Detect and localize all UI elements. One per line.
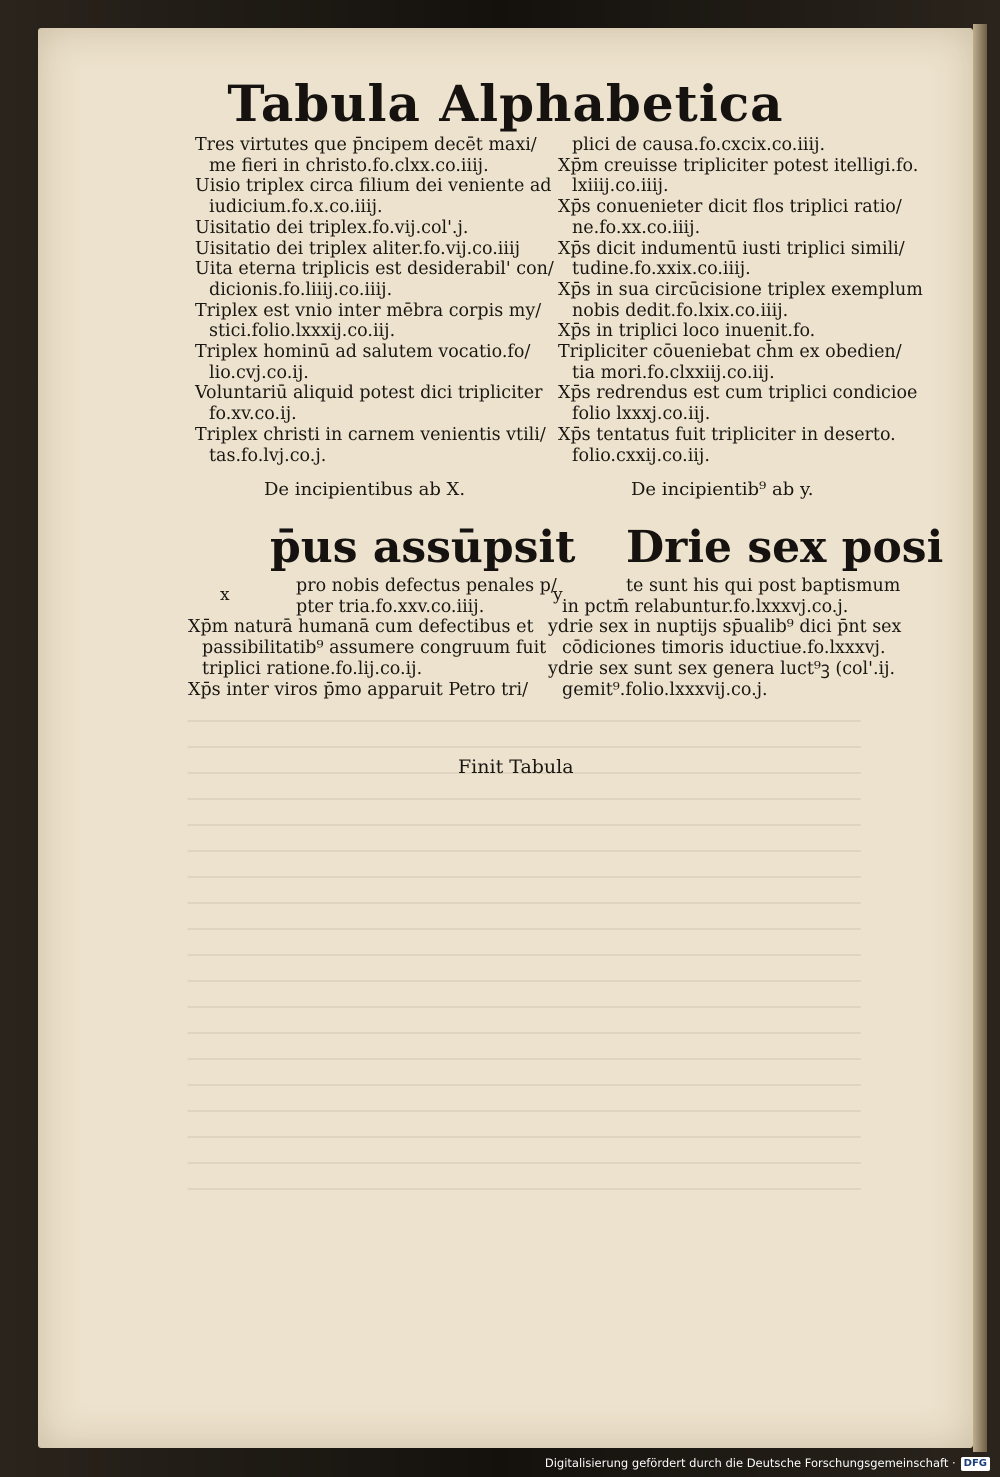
index-entry: pro nobis defectus penales p/ <box>296 576 557 596</box>
left-column <box>195 135 555 466</box>
index-entry: folio.cxxij.co.iij. <box>572 445 710 466</box>
index-entry: Xp̄s in triplici loco inuenit.fo. <box>558 321 816 342</box>
initial-letter-x: x <box>220 585 230 605</box>
index-entry: passibilitatib⁹ assumere congruum fuit <box>202 638 547 659</box>
index-entry: pter tria.fo.xxv.co.iiij. <box>296 596 485 617</box>
section-heading-y: De incipientib⁹ ab y. <box>631 479 814 500</box>
index-entry: Tres virtutes que p̄ncipem decēt maxi/ <box>195 135 537 155</box>
index-entry: dicionis.fo.liiij.co.iiij. <box>209 279 393 300</box>
index-entry: tas.fo.lvj.co.j. <box>209 445 327 466</box>
book-page <box>38 28 973 1448</box>
index-entry: fo.xv.co.ij. <box>209 404 297 425</box>
index-entry: Uisio triplex circa filium dei veniente ad <box>195 176 552 197</box>
section-heading-x: De incipientibus ab X. <box>264 479 466 500</box>
index-entry: te sunt his qui post baptismum <box>626 576 901 596</box>
index-entry: folio lxxxj.co.iij. <box>572 404 711 425</box>
index-entry: ydrie sex sunt sex genera luct⁹ꝫ (col'.ij. <box>548 658 896 679</box>
index-entry: plici de causa.fo.cxcix.co.iiij. <box>572 135 826 155</box>
index-entry: Xp̄s inter viros p̄mo apparuit Petro tri/ <box>188 679 529 700</box>
index-entry: iudicium.fo.x.co.iiij. <box>209 197 383 218</box>
index-entry: Xp̄s conuenieter dicit flos triplici ratio/ <box>558 197 902 218</box>
index-entry: Xp̄s redrendus est cum triplici condicioe <box>558 383 918 404</box>
index-entry: Triplex christi in carnem venientis vtili/ <box>195 424 546 445</box>
index-entry: Tripliciter cōueniebat ch̄m ex obedien/ <box>558 342 902 363</box>
index-entry: lio.cvj.co.ij. <box>209 362 309 383</box>
index-entry: ne.fo.xx.co.iiij. <box>572 217 701 238</box>
footer-text: Digitalisierung gefördert durch die Deutsche Forschungsgemeinschaft · <box>544 1456 956 1470</box>
index-entry: cōdiciones timoris iductiue.fo.lxxxvj. <box>562 638 886 659</box>
index-entry: ydrie sex in nuptijs sp̄ualib⁹ dici p̄nt sex <box>548 617 902 638</box>
digitization-footer <box>0 1452 990 1474</box>
index-entry: Voluntariū aliquid potest dici tripliciter <box>195 383 543 404</box>
index-entry: nobis dedit.fo.lxix.co.iiij. <box>572 300 789 321</box>
index-entry: tia mori.fo.clxxiij.co.iij. <box>572 362 775 383</box>
initial-letter-y: y <box>553 585 563 605</box>
index-entry: tudine.fo.xxix.co.iiij. <box>572 259 751 280</box>
section-x-entries <box>188 576 558 700</box>
index-entry: Xp̄s in sua circūcisione triplex exemplum <box>558 279 923 300</box>
index-entry: Xp̄m creuisse tripliciter potest itelligi.fo. <box>558 155 919 176</box>
index-entry: me fieri in christo.fo.clxx.co.iiij. <box>209 155 489 176</box>
index-entry: Xp̄s dicit indumentū iusti triplici simili/ <box>558 238 905 259</box>
index-entry: Xp̄m naturā humanā cum defectibus et <box>188 617 534 638</box>
page-edge <box>973 24 987 1452</box>
index-entry: Uisitatio dei triplex.fo.vij.col'.j. <box>195 217 469 238</box>
index-entry: Xp̄s tentatus fuit tripliciter in deserto. <box>558 424 896 445</box>
section-y-entries <box>548 576 928 700</box>
index-entry: stici.folio.lxxxij.co.iij. <box>209 321 396 342</box>
closing-text: Finit Tabula <box>458 756 574 778</box>
dfg-logo: DFG <box>961 1457 990 1471</box>
display-text-y: Drie sex posi <box>626 522 944 573</box>
index-entry: Triplex est vnio inter mēbra corpis my/ <box>195 300 542 321</box>
index-entry: triplici ratione.fo.lij.co.ij. <box>202 658 423 679</box>
index-entry: Uita eterna triplicis est desiderabil' con/ <box>195 259 554 280</box>
index-entry: gemit⁹.folio.lxxxvij.co.j. <box>562 679 768 700</box>
page-title: Tabula Alphabetica <box>227 74 784 133</box>
display-text-x: p̄us assūpsit <box>270 522 576 573</box>
index-entry: Triplex hominū ad salutem vocatio.fo/ <box>195 342 531 363</box>
index-entry: in pctm̄ relabuntur.fo.lxxxvj.co.j. <box>562 596 849 617</box>
index-entry: Uisitatio dei triplex aliter.fo.vij.co.iiij <box>195 238 520 259</box>
index-entry: lxiiij.co.iiij. <box>572 176 669 197</box>
right-column <box>558 135 923 466</box>
